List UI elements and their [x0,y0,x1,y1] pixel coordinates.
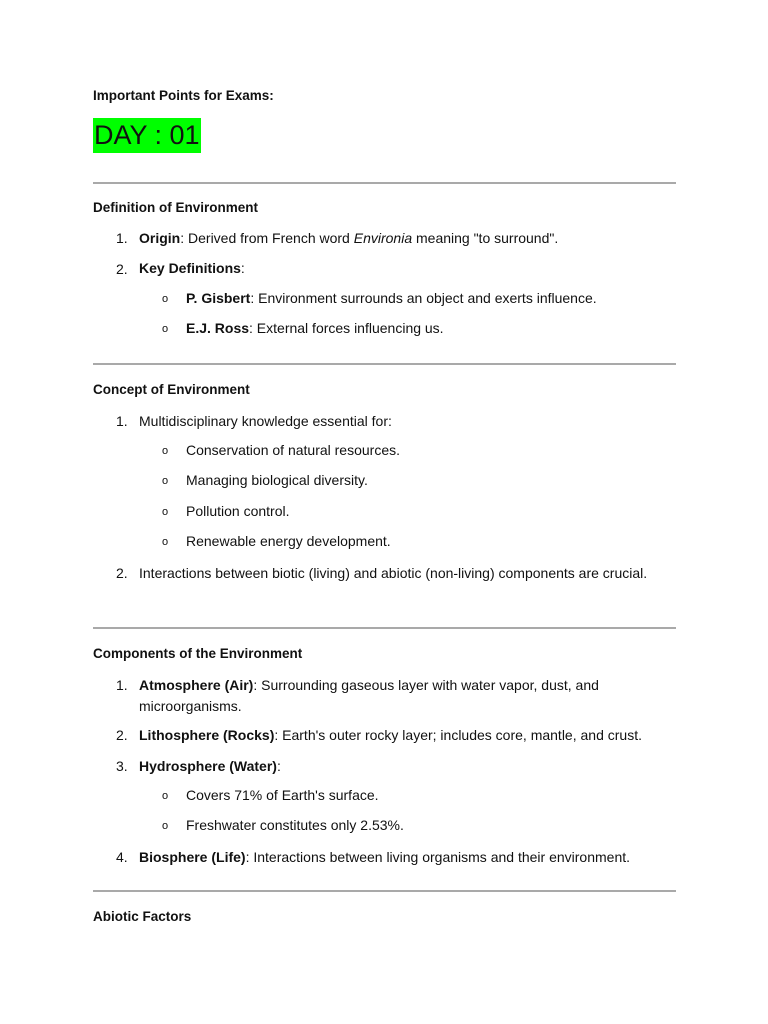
term-label: Hydrosphere (Water) [139,758,277,774]
document-heading: Important Points for Exams: [93,88,274,103]
section-divider [93,363,676,365]
bullet-icon: o [162,323,169,335]
item-text: : [276,758,281,774]
item-text: : Derived from French word [180,230,354,246]
item-text: : External forces influencing us. [249,320,444,336]
item-text: : Environment surrounds an object and exerts influence. [250,290,597,306]
bullet-icon: o [162,790,169,802]
list-number: 2. [116,565,128,581]
term-label: Origin [139,230,181,246]
list-number: 4. [116,849,128,865]
list-number: 3. [116,758,128,774]
list-number: 2. [116,727,128,743]
list-item-key-definitions [139,258,679,279]
term-label: Lithosphere (Rocks) [139,727,275,743]
item-text: : Surrounding gaseous layer with water vapor, dust, and microorganisms. [139,677,599,714]
sub-item-pollution: Pollution control. [186,503,290,519]
section-divider [93,627,676,629]
italic-term: Environia [353,230,413,246]
item-text: : Interactions between living organisms and their environment. [245,849,631,865]
list-number: 1. [116,413,128,429]
item-text: meaning "to surround". [412,230,559,246]
bullet-icon: o [162,293,169,305]
section-title-components: Components of the Environment [93,646,303,661]
list-number: 1. [116,677,128,693]
term-label: P. Gisbert [186,290,251,306]
sub-item-ross [186,320,444,336]
term-label: Key Definitions [139,260,241,276]
sub-item-biodiversity: Managing biological diversity. [186,472,368,488]
bullet-icon: o [162,445,169,457]
term-label: Biosphere (Life) [139,849,246,865]
list-item-hydrosphere [139,756,679,777]
sub-item-coverage: Covers 71% of Earth's surface. [186,787,379,803]
list-item-interactions: Interactions between biotic (living) and abiotic (non-living) components are crucial. [139,565,648,581]
bullet-icon: o [162,820,169,832]
term-label: E.J. Ross [186,320,250,336]
list-item-multidisciplinary: Multidisciplinary knowledge essential for: [139,413,392,429]
sub-item-freshwater: Freshwater constitutes only 2.53%. [186,817,404,833]
sub-item-gisbert [186,290,597,306]
term-label: Atmosphere (Air) [139,677,254,693]
list-item-lithosphere [139,725,679,746]
item-text: : [240,260,245,276]
item-text: : Earth's outer rocky layer; includes core, mantle, and crust. [274,727,642,743]
sub-item-renewable: Renewable energy development. [186,533,391,549]
list-number: 1. [116,230,128,246]
list-item-origin [139,228,679,249]
section-title-abiotic: Abiotic Factors [93,909,192,924]
section-divider [93,890,676,892]
sub-item-conservation: Conservation of natural resources. [186,442,400,458]
day-banner: DAY : 01 [93,118,201,153]
list-number: 2. [116,261,128,277]
bullet-icon: o [162,536,169,548]
section-divider [93,182,676,184]
bullet-icon: o [162,475,169,487]
section-title-concept: Concept of Environment [93,382,250,397]
bullet-icon: o [162,506,169,518]
list-item-atmosphere [139,675,679,717]
list-item-biosphere [139,847,679,868]
section-title-definition: Definition of Environment [93,200,258,215]
